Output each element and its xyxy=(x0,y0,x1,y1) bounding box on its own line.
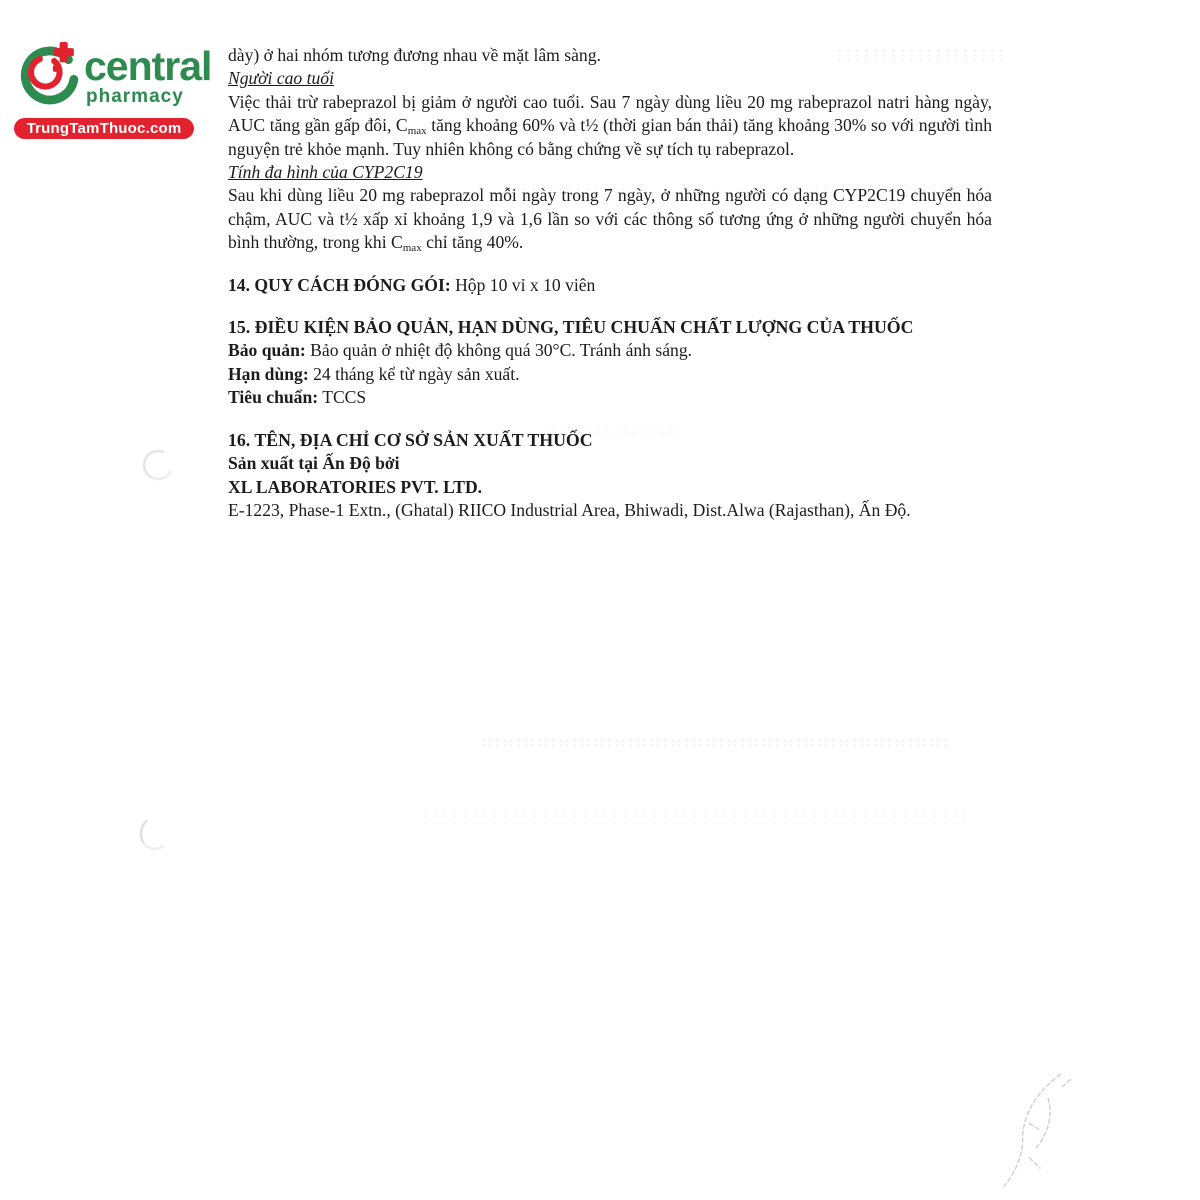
punch-hole-artifact xyxy=(139,446,177,484)
central-pharmacy-logo-icon xyxy=(12,40,80,112)
storage-label: Bảo quản: xyxy=(228,340,306,361)
scan-noise-artifact xyxy=(520,182,650,192)
made-in-line: Sản xuất tại Ấn Độ bởi xyxy=(228,453,400,474)
elderly-paragraph xyxy=(228,91,992,161)
shelf-life-label: Hạn dùng: xyxy=(228,363,309,384)
cyp2c19-paragraph-seg1: Sau khi dùng liều 20 mg rabeprazol mỗi ngày trong 7 ngày, ở những người có dạng CYP2C19 chuyển hóa chậm, AUC và t½ xấp xỉ khoảng 1,9 và 1,6 lần so với các thông số tương ứng ở những người chuyển hóa bình thường, trong khi C xyxy=(228,185,992,253)
logo-brand-text: central xyxy=(84,43,212,89)
section-16-title: 16. TÊN, ĐỊA CHỈ CƠ SỞ SẢN XUẤT THUỐC xyxy=(228,429,593,450)
cmax-subscript: max xyxy=(407,125,427,138)
storage-value: Bảo quản ở nhiệt độ không quá 30°C. Tránh ánh sáng. xyxy=(305,340,693,361)
elderly-heading: Người cao tuổi xyxy=(228,68,334,89)
manufacturer-address: E-1223, Phase-1 Extn., (Ghatal) RIICO Industrial Area, Bhiwadi, Dist.Alwa (Rajasthan), Ấn Độ. xyxy=(228,499,911,520)
cyp2c19-heading: Tính đa hình của CYP2C19 xyxy=(228,162,423,183)
faint-stamp-scribble-artifact xyxy=(997,1063,1089,1200)
trungtamthuoc-badge[interactable] xyxy=(14,118,194,139)
trungtamthuoc-badge-label: TrungTamThuoc.com xyxy=(26,120,182,137)
punch-hole-artifact xyxy=(138,814,172,852)
shelf-life-value: 24 tháng kể từ ngày sản xuất. xyxy=(308,363,520,384)
section-16-manufacturer xyxy=(228,429,992,523)
section-14-packaging xyxy=(228,274,992,297)
scan-noise-artifact xyxy=(420,806,965,824)
section-14-label: 14. QUY CÁCH ĐÓNG GÓI: xyxy=(228,274,451,295)
elderly-paragraph-seg1: Việc thải trừ rabeprazol bị giảm ở người cao tuổi. Sau 7 ngày dùng liều 20 mg rabeprazol natri hàng ngày, AUC tăng gần gấp đôi, C xyxy=(228,91,992,136)
logo-subbrand-text: pharmacy xyxy=(86,86,184,107)
section-15-storage xyxy=(228,316,992,410)
cmax-subscript: max xyxy=(402,242,422,255)
section-14-value: Hộp 10 vỉ x 10 viên xyxy=(450,274,596,295)
scan-noise-artifact xyxy=(812,183,992,197)
section-15-title: 15. ĐIỀU KIỆN BẢO QUẢN, HẠN DÙNG, TIÊU CHUẨN CHẤT LƯỢNG CỦA THUỐC xyxy=(228,317,914,338)
standard-value: TCCS xyxy=(318,387,367,408)
scan-noise-artifact xyxy=(835,48,1005,63)
storage-row xyxy=(228,339,992,362)
scan-noise-artifact xyxy=(480,738,950,749)
central-pharmacy-logo[interactable] xyxy=(12,40,222,139)
intro-line: dày) ở hai nhóm tương đương nhau về mặt lâm sàng. xyxy=(228,45,601,65)
shelf-life-row xyxy=(228,363,992,386)
cyp2c19-paragraph-seg2: chỉ tăng 40%. xyxy=(421,232,524,253)
standard-label: Tiêu chuẩn: xyxy=(228,387,319,408)
scan-noise-artifact xyxy=(540,425,680,434)
elderly-paragraph-seg2: tăng khoảng 60% và t½ (thời gian bán thải) tăng khoảng 30% so với người tình nguyện trẻ khỏe mạnh. Tuy nhiên không có bằng chứng về sự tích tụ rabeprazol. xyxy=(228,115,992,159)
standard-row xyxy=(228,386,992,409)
manufacturer-name: XL LABORATORIES PVT. LTD. xyxy=(228,476,483,497)
leaflet-page xyxy=(228,44,992,522)
